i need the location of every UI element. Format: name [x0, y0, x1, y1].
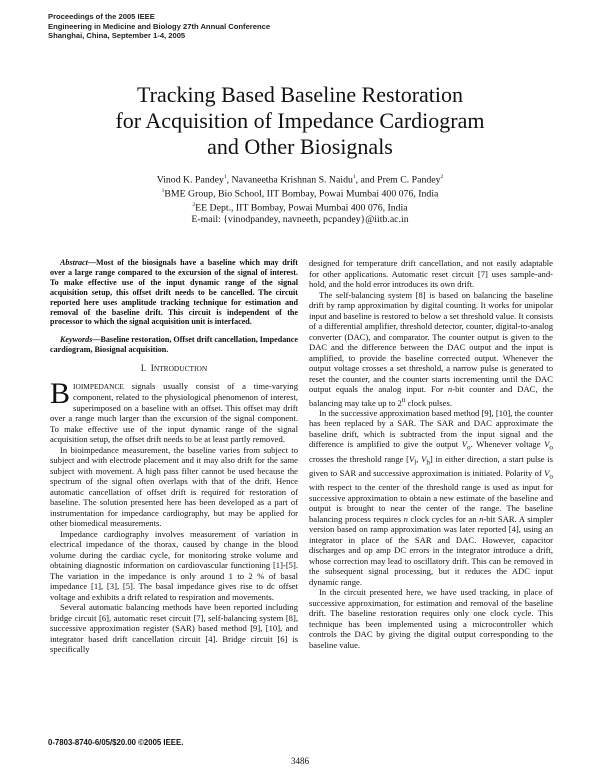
author-email: E-mail: {vinodpandey, navneeth, pcpandey}@iitb.ac.in [191, 214, 409, 226]
title-line-3: and Other Biosignals [207, 134, 393, 159]
page-number: 3486 [291, 756, 309, 766]
affiliation-1: $^1$BME Group, Bio School, IIT Bombay, Powai Mumbai 400 076, India [161, 188, 439, 200]
intro-paragraph-1: BIOIMPEDANCE signals usually consist of a time-varying component, related to the physiological phenomenon of interest, superimposed on a baseline with an offset. This offset may drift over a range much larger than the excursion of the signal component. To make effective use of the input dynamic range of the signal acquisition setup, the offset drift needs to be at least partly removed. [50, 376, 298, 445]
section-heading-introduction: I. INTRODUCTION [140, 363, 208, 374]
drop-cap: B [50, 376, 71, 410]
right-paragraph-1: designed for temperature drift cancellation, and not easily adaptable for other applications. Automatic reset circuit [7] uses sample-and-hold, and the hold error introduces its own drift. [309, 258, 553, 289]
right-paragraph-4: In the circuit presented here, we have used tracking, in place of successive approximation, for estimation and removal of the baseline drift. The baseline restoration requires only one clock cycle. This technique has been implemented using a microcontroller which controls the DAC by giving the digital output corresponding to the baseline value. [309, 587, 553, 650]
intro-paragraph-3: Impedance cardiography involves measurement of variation in electrical impedance of the thorax, caused by change in the blood volume during the cardiac cycle, for monitoring stroke volume and obtaining diagnostic information on cardiovascular functioning [1]-[5]. The variation in the impedance is only around 1 to 2 % of basal impedance [1], [3], [5]. The basal impedance gives rise to dc offset voltage and exhibits a drift related to respiration and movements. [50, 528, 298, 602]
paper-title [60, 82, 540, 160]
title-line-1: Tracking Based Baseline Restoration [136, 82, 464, 107]
author-block [60, 172, 540, 226]
affiliation-2: $^2$EE Dept., IIT Bombay, Powai Mumbai 400 076, India [192, 202, 408, 214]
right-paragraph-3: In the successive approximation based method [9], [10], the counter has been replaced by a SAR. The SAR and DAC approximate the baseline drift, which is subtracted from the input signal and the difference is amplified to give the output $V_o$. Whenever voltage $V_o$ crosses the threshold range [$V_l$, $V_h$] in either direction, a start pulse is given to SAR and successive approximation is initiated. Polarity of $V_o$ with respect to the center of the threshold range is used as input for successive approximation to obtain a new estimate of the baseline and output is brought to near the center of the range. The baseline balancing process requires n clock cycles for an n-bit SAR. A simpler version based on ramp approximation was later reported [4], using an integrator in place of the SAR and DAC. However, capacitor discharges and op amp DC errors in the integrator introduce a drift, whose correction may lead to oscillatory drift. This can be removed in the subsequent signal processing, but it reduces the ADC input dynamic range. [309, 407, 554, 587]
intro-paragraph-2: In bioimpedance measurement, the baseline varies from subject to subject and with electrode placement and it may also drift for the same subject with movement. A high pass filter cannot be used because the spectrum of the signal often overlaps with that of the drift. Hence automatic cancellation of offset drift is required for restoration of baseline. The solution presented here has been developed as a part of instrumentation for impedance cardiography, but may be applied for other biomedical measurements. [50, 444, 298, 529]
keywords: Keywords—Baseline restoration, Offset drift cancellation, Impedance cardiogram, Biosignal acquisition. [50, 335, 298, 355]
intro-paragraph-4: Several automatic balancing methods have been reported including bridge circuit [6], automatic reset circuit [7], self-balancing system [8], successive approximation register (SAR) based method [9], [10], and integrator based drift cancellation circuit [4]. Bridge circuit [6] is specifically [50, 602, 298, 655]
author-names: Vinod K. Pandey$^1$, Navaneetha Krishnan S. Naidu$^1$, and Prem C. Pandey$^2$ [156, 174, 444, 186]
header-line-2: Engineering in Medicine and Biology 27th Annual Conference [48, 21, 271, 31]
right-paragraph-2: The self-balancing system [8] is based on balancing the baseline drift by ramp approximation by digital counting. It works for unipolar input and baseline is restored to below a set threshold value. It consists of a differential amplifier, threshold detector, counter, digital-to-analog converter (DAC), and comparator. The counter output is given to the DAC and the difference between the DAC output and the input is amplified, to provide the baseline corrected output. Whenever the output voltage crosses a set threshold, a narrow pulse is generated to reset the counter, and the counter starts incrementing until the DAC output equals the analog input. For n-bit counter and DAC, the balancing may take up to 2$^n$ clock pulses. [309, 289, 554, 408]
proceedings-header [48, 12, 270, 41]
header-line-1: Proceedings of the 2005 IEEE [48, 12, 155, 21]
header-line-3: Shanghai, China, September 1-4, 2005 [48, 31, 186, 41]
abstract: Abstract—Most of the biosignals have a baseline which may drift over a large range compared to the excursion of the signal of interest. To make effective use of the input dynamic range of the signal acquisition setup, this offset drift needs to be cancelled. The circuit reported here uses amplitude tracking technique for estimation and removal of the baseline drift. This circuit is independent of the processor to which the signal acquisition unit is interfaced. [50, 258, 298, 327]
copyright-notice: 0-7803-8740-6/05/$20.00 ©2005 IEEE. [48, 738, 184, 747]
right-column [309, 258, 553, 650]
left-column [50, 258, 298, 655]
title-line-2: for Acquisition of Impedance Cardiogram [115, 108, 485, 133]
